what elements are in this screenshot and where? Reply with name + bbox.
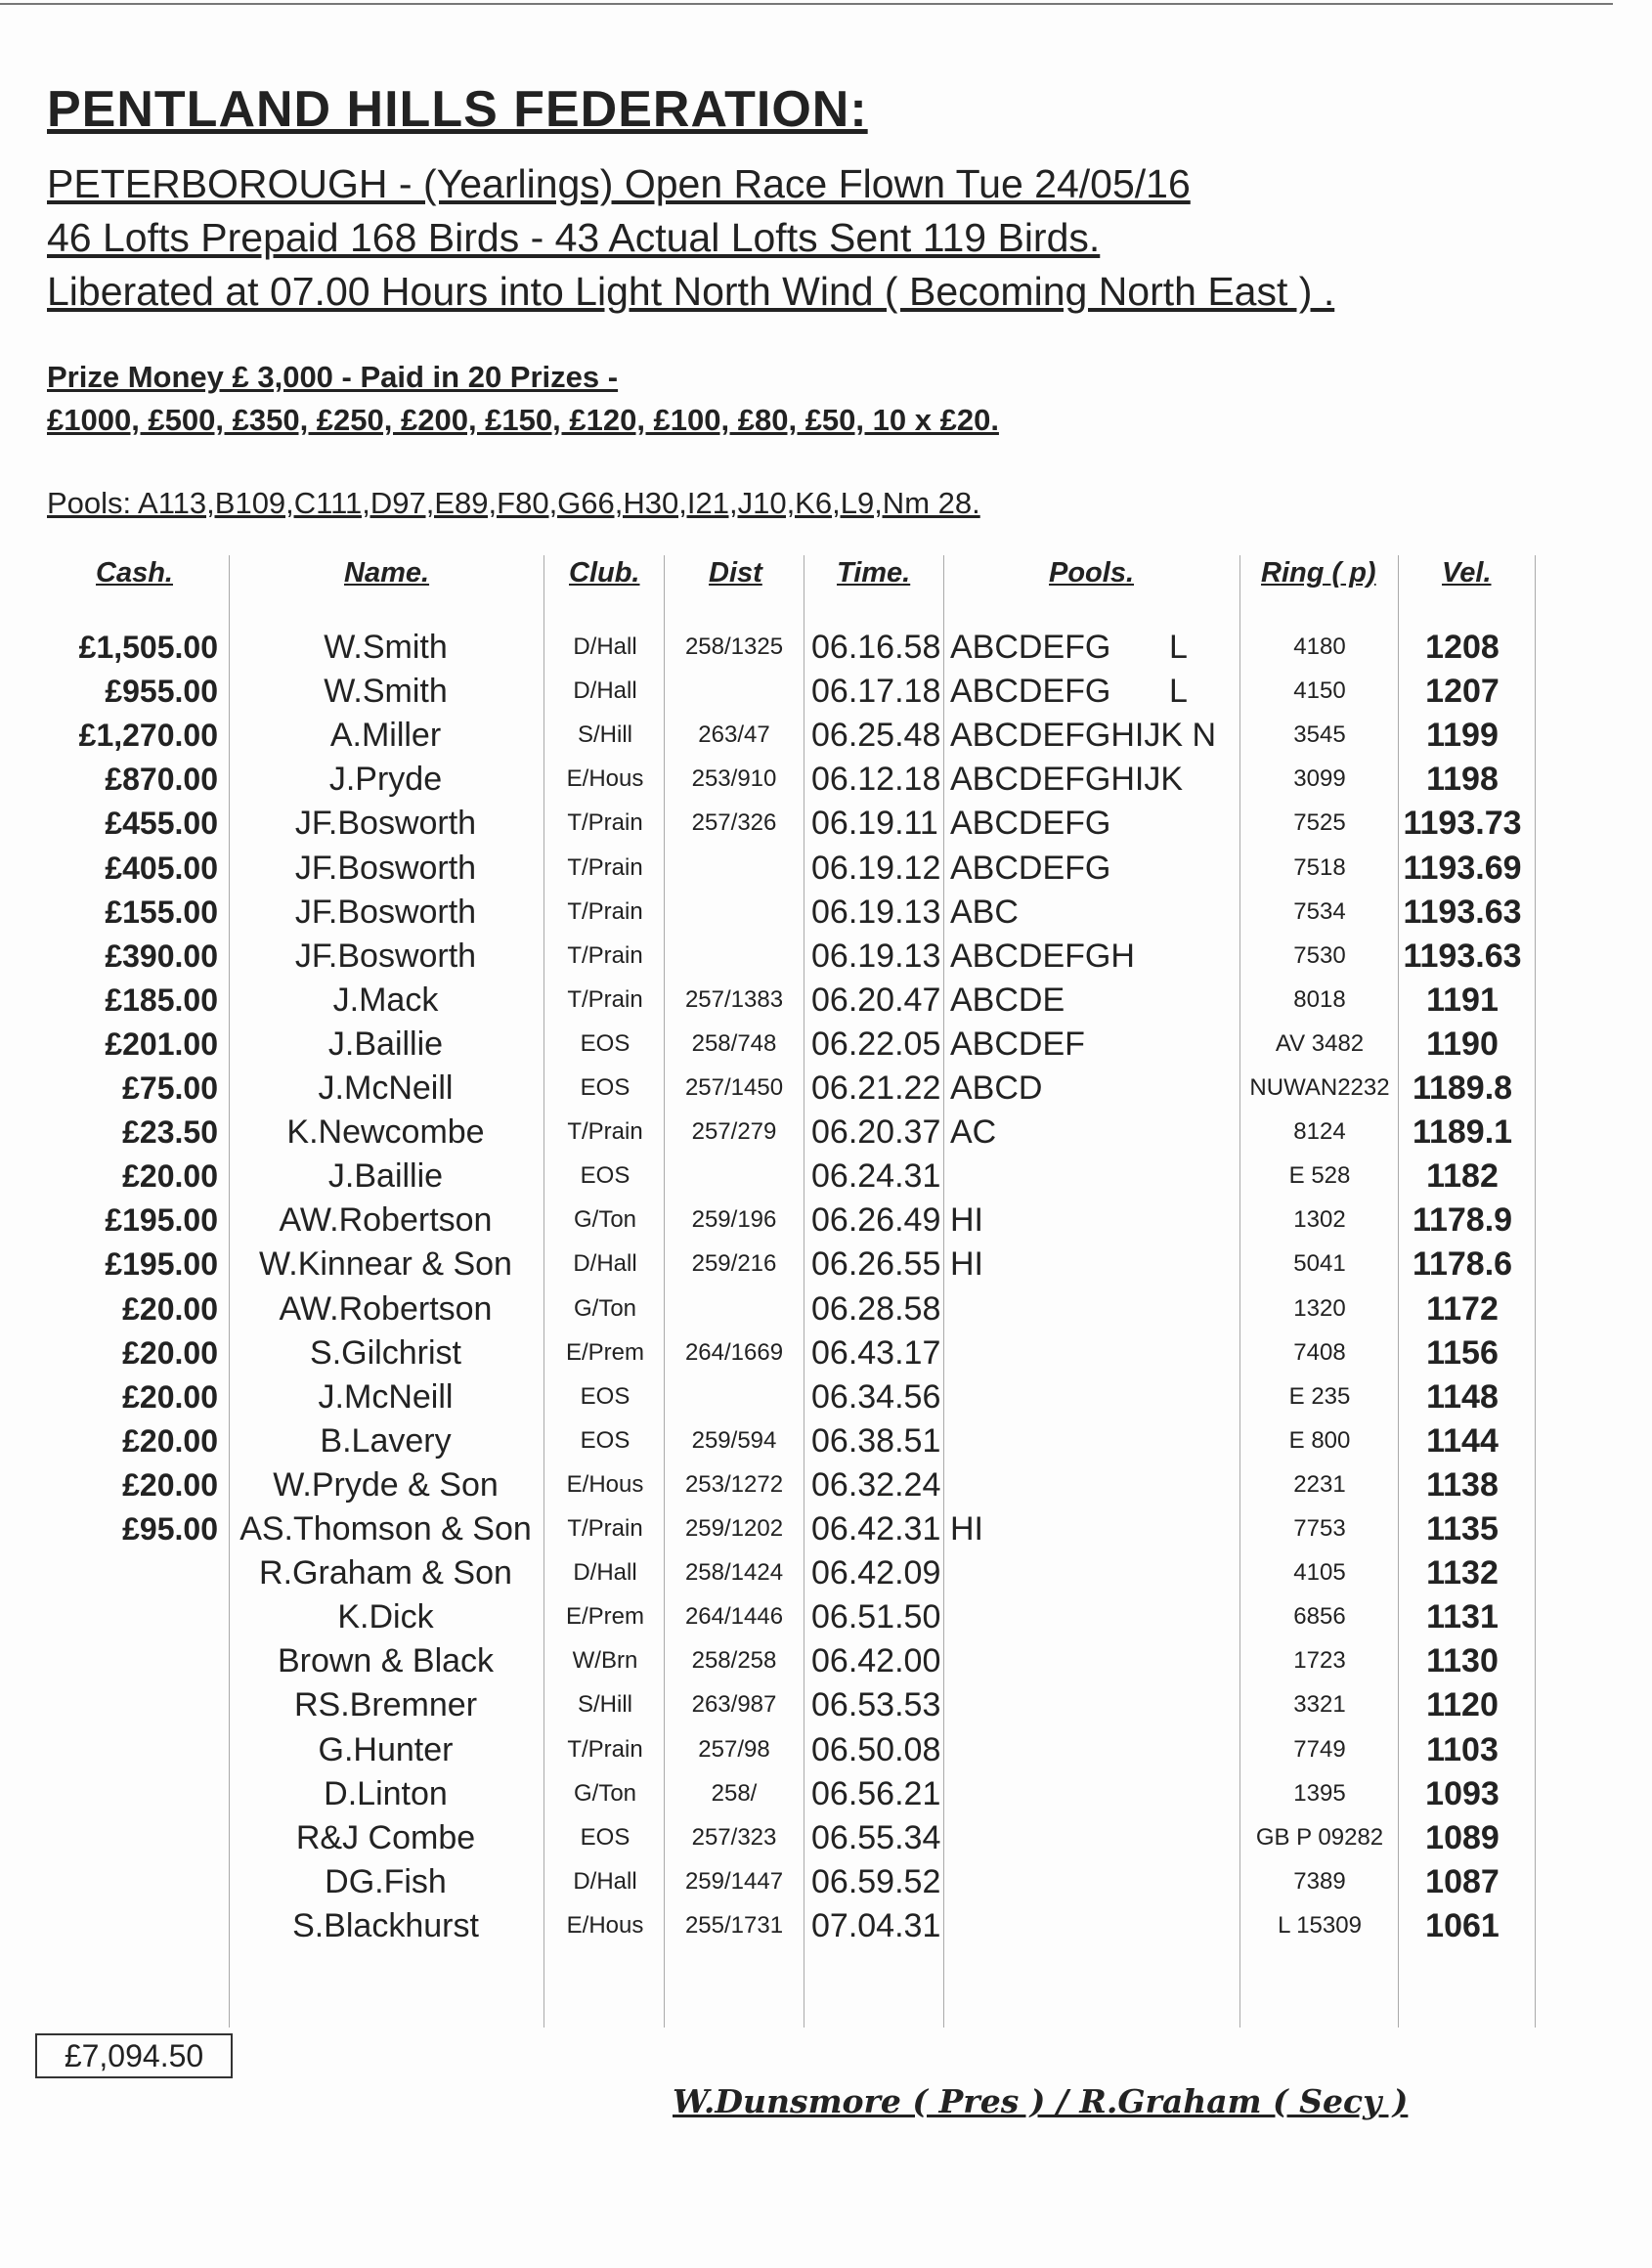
dist-cell [666, 847, 803, 890]
time-cell: 06.32.24 [811, 1466, 941, 1504]
club-cell: T/Prain [567, 942, 643, 969]
time-cell: 06.19.11 [811, 805, 938, 842]
time-cell: 06.51.50 [811, 1598, 941, 1636]
table-row [0, 1155, 1652, 1198]
velocity-cell: 1087 [1425, 1863, 1500, 1900]
ring-cell: 5041 [1293, 1250, 1346, 1277]
ring-cell: 8124 [1293, 1118, 1346, 1145]
dist-cell [666, 1287, 803, 1330]
ring-cell: 7753 [1293, 1515, 1346, 1542]
table-row [0, 1023, 1652, 1066]
velocity-cell: 1061 [1425, 1907, 1500, 1944]
ring-cell: E 800 [1288, 1427, 1351, 1454]
table-row [0, 935, 1652, 978]
time-cell: 06.28.58 [811, 1290, 941, 1328]
club-cell: G/Ton [573, 1206, 637, 1233]
velocity-cell: 1130 [1426, 1642, 1499, 1679]
name-cell: R.Graham & Son [259, 1554, 512, 1592]
table-row [0, 1419, 1652, 1462]
prize-breakdown: £1000, £500, £350, £250, £200, £150, £120, £100, £80, £50, 10 x £20. [47, 403, 999, 437]
club-cell: D/Hall [573, 633, 637, 660]
velocity-cell: 1120 [1426, 1686, 1499, 1723]
dist-cell: 258/ [711, 1780, 758, 1807]
velocity-cell: 1193.73 [1403, 805, 1522, 842]
name-cell: G.Hunter [318, 1731, 454, 1768]
cash-cell: £20.00 [122, 1158, 218, 1194]
cash-cell: £75.00 [122, 1070, 218, 1106]
table-row [0, 1772, 1652, 1815]
club-cell: E/Prem [565, 1603, 644, 1630]
dist-cell: 257/279 [691, 1118, 777, 1145]
club-cell: EOS [580, 1030, 630, 1057]
pools-cell: HI [950, 1510, 983, 1548]
column-header-club: Club. [569, 557, 640, 589]
time-cell: 06.20.37 [811, 1113, 941, 1151]
table-row [0, 1551, 1652, 1594]
club-cell: T/Prain [567, 809, 643, 836]
club-cell: E/Hous [566, 1471, 644, 1498]
velocity-cell: 1131 [1426, 1598, 1499, 1636]
cash-cell: £95.00 [122, 1511, 218, 1547]
table-row [0, 1463, 1652, 1506]
time-cell: 06.53.53 [811, 1686, 941, 1723]
dist-cell: 257/98 [698, 1736, 770, 1763]
time-cell: 06.20.47 [811, 981, 941, 1019]
velocity-cell: 1198 [1426, 761, 1499, 798]
name-cell: W.Kinnear & Son [259, 1245, 512, 1283]
time-cell: 06.43.17 [811, 1334, 941, 1372]
dist-cell: 259/1447 [684, 1868, 784, 1895]
velocity-cell: 1103 [1426, 1731, 1499, 1768]
pools-summary: Pools: A113,B109,C111,D97,E89,F80,G66,H30,I21,J10,K6,L9,Nm 28. [47, 486, 980, 520]
pools-cell: ABCDEF [950, 1025, 1085, 1063]
name-cell: W.Smith [324, 673, 448, 710]
dist-cell: 263/987 [691, 1691, 777, 1718]
table-row [0, 1860, 1652, 1903]
table-row [0, 1683, 1652, 1726]
club-cell: T/Prain [567, 898, 643, 925]
dist-cell: 257/1450 [684, 1074, 784, 1101]
club-cell: D/Hall [573, 1868, 637, 1895]
column-header-cash: Cash. [96, 557, 173, 589]
cash-cell: £195.00 [105, 1246, 218, 1282]
name-cell: S.Blackhurst [292, 1907, 479, 1944]
time-cell: 06.56.21 [811, 1775, 941, 1812]
cash-cell: £955.00 [105, 674, 218, 709]
dist-cell [666, 1375, 803, 1418]
club-cell: G/Ton [573, 1780, 637, 1807]
ring-cell: 1302 [1293, 1206, 1346, 1233]
velocity-cell: 1156 [1426, 1334, 1499, 1372]
name-cell: DG.Fish [325, 1863, 447, 1900]
club-cell: D/Hall [573, 1559, 637, 1586]
column-header-time: Time. [837, 557, 911, 589]
dist-cell [666, 935, 803, 978]
name-cell: W.Pryde & Son [273, 1466, 499, 1504]
velocity-cell: 1193.63 [1403, 894, 1522, 931]
top-border-line [0, 3, 1613, 5]
cash-cell: £1,505.00 [78, 630, 218, 665]
velocity-cell: 1089 [1425, 1819, 1500, 1856]
time-cell: 06.19.12 [811, 850, 941, 887]
cash-cell: £1,270.00 [78, 718, 218, 753]
dist-cell: 258/258 [691, 1647, 777, 1674]
table-row [0, 847, 1652, 890]
pools-cell: ABCDEFGHIJK [950, 761, 1184, 798]
club-cell: T/Prain [567, 1118, 643, 1145]
ring-cell: 2231 [1293, 1471, 1346, 1498]
club-cell: E/Hous [566, 1912, 644, 1939]
table-row [0, 714, 1652, 757]
velocity-cell: 1138 [1426, 1466, 1499, 1504]
name-cell: J.Mack [332, 981, 439, 1019]
table-row [0, 626, 1652, 669]
ring-cell: GB P 09282 [1255, 1824, 1384, 1851]
document-title: PENTLAND HILLS FEDERATION: [47, 81, 868, 138]
dist-cell: 259/1202 [684, 1515, 784, 1542]
cash-cell: £201.00 [105, 1026, 218, 1062]
velocity-cell: 1172 [1426, 1290, 1499, 1328]
time-cell: 06.38.51 [811, 1422, 941, 1460]
table-row [0, 1639, 1652, 1682]
dist-cell: 257/323 [691, 1824, 777, 1851]
dist-cell: 259/196 [691, 1206, 777, 1233]
dist-cell: 257/326 [691, 809, 777, 836]
time-cell: 06.42.09 [811, 1554, 941, 1592]
liberation-details: Liberated at 07.00 Hours into Light North Wind ( Becoming North East ) . [47, 269, 1335, 314]
velocity-cell: 1189.1 [1412, 1113, 1513, 1151]
time-cell: 06.50.08 [811, 1731, 941, 1768]
cash-cell: £20.00 [122, 1335, 218, 1371]
name-cell: J.Pryde [328, 761, 443, 798]
ring-cell: 6856 [1293, 1603, 1346, 1630]
ring-cell: 7534 [1293, 898, 1346, 925]
club-cell: S/Hill [577, 721, 632, 748]
name-cell: J.Baillie [327, 1025, 444, 1063]
cash-cell: £20.00 [122, 1291, 218, 1327]
club-cell: D/Hall [573, 1250, 637, 1277]
club-cell: T/Prain [567, 854, 643, 881]
velocity-cell: 1193.63 [1403, 938, 1522, 975]
ring-cell: 8018 [1293, 986, 1346, 1013]
dist-cell: 264/1669 [684, 1339, 784, 1366]
cash-cell: £390.00 [105, 938, 218, 974]
ring-cell: 7518 [1293, 854, 1346, 881]
pools-cell: ABCDEFGH [950, 938, 1135, 975]
club-cell: D/Hall [573, 677, 637, 704]
dist-cell [666, 891, 803, 934]
pools-cell: ABCDEFGHIJK N [950, 717, 1217, 754]
name-cell: K.Newcombe [286, 1113, 485, 1151]
pools-cell: AC [950, 1113, 997, 1151]
column-header-ring: Ring ( p) [1261, 557, 1376, 589]
cash-total-box: £7,094.50 [35, 2033, 233, 2078]
velocity-cell: 1207 [1425, 673, 1500, 710]
column-header-pools: Pools. [1049, 557, 1135, 589]
name-cell: W.Smith [324, 629, 448, 666]
dist-cell: 258/1325 [684, 633, 784, 660]
club-cell: G/Ton [573, 1295, 637, 1322]
velocity-cell: 1189.8 [1412, 1069, 1513, 1107]
club-cell: EOS [580, 1074, 630, 1101]
pools-cell: HI [950, 1245, 983, 1283]
name-cell: JF.Bosworth [294, 805, 477, 842]
velocity-cell: 1182 [1426, 1157, 1499, 1195]
velocity-cell: 1093 [1425, 1775, 1500, 1812]
ring-cell: 4150 [1293, 677, 1346, 704]
velocity-cell: 1199 [1426, 717, 1499, 754]
velocity-cell: 1190 [1426, 1025, 1499, 1063]
lofts-birds-summary: 46 Lofts Prepaid 168 Birds - 43 Actual Lofts Sent 119 Birds. [47, 215, 1101, 260]
dist-cell: 259/216 [691, 1250, 777, 1277]
club-cell: T/Prain [567, 1736, 643, 1763]
dist-cell: 258/748 [691, 1030, 777, 1057]
race-description: PETERBOROUGH - (Yearlings) Open Race Flown Tue 24/05/16 [47, 161, 1191, 206]
cash-cell: £870.00 [105, 762, 218, 797]
table-row [0, 1243, 1652, 1286]
velocity-cell: 1178.6 [1412, 1245, 1513, 1283]
column-header-vel: Vel. [1442, 557, 1492, 589]
signature-line: W.Dunsmore ( Pres ) / R.Graham ( Secy ) [673, 2082, 1409, 2120]
club-cell: W/Brn [572, 1647, 638, 1674]
prize-money-heading: Prize Money £ 3,000 - Paid in 20 Prizes - [47, 360, 619, 394]
cash-cell: £185.00 [105, 982, 218, 1018]
ring-cell: 7749 [1293, 1736, 1346, 1763]
club-cell: E/Hous [566, 765, 644, 792]
ring-cell: 7530 [1293, 942, 1346, 969]
table-row [0, 802, 1652, 845]
name-cell: AW.Robertson [279, 1201, 493, 1239]
time-cell: 06.26.55 [811, 1245, 941, 1283]
time-cell: 07.04.31 [811, 1907, 941, 1944]
cash-cell: £155.00 [105, 894, 218, 930]
time-cell: 06.26.49 [811, 1201, 941, 1239]
name-cell: S.Gilchrist [310, 1334, 461, 1372]
time-cell: 06.42.00 [811, 1642, 941, 1679]
time-cell: 06.17.18 [811, 673, 941, 710]
ring-cell: 4105 [1293, 1559, 1346, 1586]
ring-cell: AV 3482 [1275, 1030, 1365, 1057]
table-row [0, 891, 1652, 934]
table-row [0, 1595, 1652, 1638]
velocity-cell: 1191 [1426, 981, 1499, 1019]
velocity-cell: 1135 [1426, 1510, 1499, 1548]
velocity-cell: 1148 [1426, 1378, 1499, 1416]
table-row [0, 1507, 1652, 1550]
club-cell: EOS [580, 1162, 630, 1189]
pools-cell: ABCDEFG [950, 805, 1111, 842]
velocity-cell: 1193.69 [1403, 850, 1522, 887]
ring-cell: 1723 [1293, 1647, 1346, 1674]
club-cell: S/Hill [577, 1691, 632, 1718]
ring-cell: 4180 [1293, 633, 1346, 660]
ring-cell: 3099 [1293, 765, 1346, 792]
name-cell: R&J Combe [295, 1819, 476, 1856]
table-row [0, 1111, 1652, 1154]
name-cell: B.Lavery [320, 1422, 452, 1460]
velocity-cell: 1132 [1426, 1554, 1499, 1592]
name-cell: J.McNeill [318, 1069, 454, 1107]
table-row [0, 1816, 1652, 1859]
dist-cell: 264/1446 [684, 1603, 784, 1630]
club-cell: E/Prem [565, 1339, 644, 1366]
table-row [0, 670, 1652, 713]
time-cell: 06.25.48 [811, 717, 941, 754]
pools-cell: ABCD [950, 1069, 1043, 1107]
dist-cell: 253/910 [691, 765, 777, 792]
pools-cell: ABCDEFG [950, 673, 1111, 710]
name-cell: J.McNeill [318, 1378, 454, 1416]
club-cell: T/Prain [567, 986, 643, 1013]
time-cell: 06.55.34 [811, 1819, 941, 1856]
pools-cell: ABCDE [950, 981, 1065, 1019]
time-cell: 06.42.31 [811, 1510, 941, 1548]
ring-cell: 7408 [1293, 1339, 1346, 1366]
table-row [0, 1331, 1652, 1374]
time-cell: 06.59.52 [811, 1863, 941, 1900]
ring-cell: 7525 [1293, 809, 1346, 836]
ring-cell: NUWAN2232 [1249, 1074, 1390, 1101]
ring-cell: L 15309 [1278, 1912, 1362, 1939]
cash-cell: £405.00 [105, 850, 218, 886]
table-row [0, 1904, 1652, 1947]
dist-cell: 255/1731 [684, 1912, 784, 1939]
dist-cell [666, 670, 803, 713]
cash-cell: £20.00 [122, 1467, 218, 1503]
time-cell: 06.21.22 [811, 1069, 941, 1107]
pools-cell: HI [950, 1201, 983, 1239]
time-cell: 06.22.05 [811, 1025, 941, 1063]
name-cell: AS.Thomson & Son [239, 1510, 532, 1548]
cash-cell: £20.00 [122, 1423, 218, 1459]
time-cell: 06.19.13 [811, 894, 941, 931]
cash-cell: £195.00 [105, 1202, 218, 1238]
table-row [0, 1375, 1652, 1418]
name-cell: D.Linton [324, 1775, 448, 1812]
dist-cell: 258/1424 [684, 1559, 784, 1586]
name-cell: JF.Bosworth [294, 894, 477, 931]
pools-cell: ABC [950, 894, 1019, 931]
ring-cell: 7389 [1293, 1868, 1346, 1895]
velocity-cell: 1144 [1426, 1422, 1499, 1460]
pool-flag-cell: L [1169, 629, 1188, 666]
table-row [0, 979, 1652, 1022]
name-cell: A.Miller [329, 717, 442, 754]
time-cell: 06.19.13 [811, 938, 941, 975]
name-cell: RS.Bremner [293, 1686, 478, 1723]
ring-cell: 3321 [1293, 1691, 1346, 1718]
club-cell: EOS [580, 1383, 630, 1410]
name-cell: Brown & Black [277, 1642, 495, 1679]
pool-flag-cell: L [1169, 673, 1188, 710]
dist-cell: 257/1383 [684, 986, 784, 1013]
ring-cell: 3545 [1293, 721, 1346, 748]
time-cell: 06.12.18 [811, 761, 941, 798]
time-cell: 06.24.31 [811, 1157, 941, 1195]
cash-cell: £455.00 [105, 806, 218, 841]
pools-cell: ABCDEFG [950, 629, 1111, 666]
table-row [0, 758, 1652, 801]
name-cell: J.Baillie [327, 1157, 444, 1195]
time-cell: 06.16.58 [811, 629, 941, 666]
name-cell: JF.Bosworth [294, 850, 477, 887]
cash-cell: £23.50 [122, 1114, 218, 1150]
dist-cell: 263/47 [698, 721, 770, 748]
dist-cell [666, 1155, 803, 1198]
dist-cell: 253/1272 [684, 1471, 784, 1498]
name-cell: JF.Bosworth [294, 938, 477, 975]
table-row [0, 1728, 1652, 1771]
table-row [0, 1199, 1652, 1242]
cash-cell: £20.00 [122, 1379, 218, 1415]
table-row [0, 1287, 1652, 1330]
time-cell: 06.34.56 [811, 1378, 941, 1416]
ring-cell: E 235 [1288, 1383, 1351, 1410]
pools-cell: ABCDEFG [950, 850, 1111, 887]
ring-cell: E 528 [1288, 1162, 1351, 1189]
column-header-dist: Dist [709, 557, 762, 589]
column-header-name: Name. [344, 557, 430, 589]
club-cell: EOS [580, 1824, 630, 1851]
ring-cell: 1320 [1293, 1295, 1346, 1322]
name-cell: K.Dick [337, 1598, 434, 1636]
dist-cell: 259/594 [691, 1427, 777, 1454]
ring-cell: 1395 [1293, 1780, 1346, 1807]
club-cell: T/Prain [567, 1515, 643, 1542]
club-cell: EOS [580, 1427, 630, 1454]
name-cell: AW.Robertson [279, 1290, 493, 1328]
table-row [0, 1067, 1652, 1110]
velocity-cell: 1178.9 [1412, 1201, 1513, 1239]
velocity-cell: 1208 [1425, 629, 1500, 666]
